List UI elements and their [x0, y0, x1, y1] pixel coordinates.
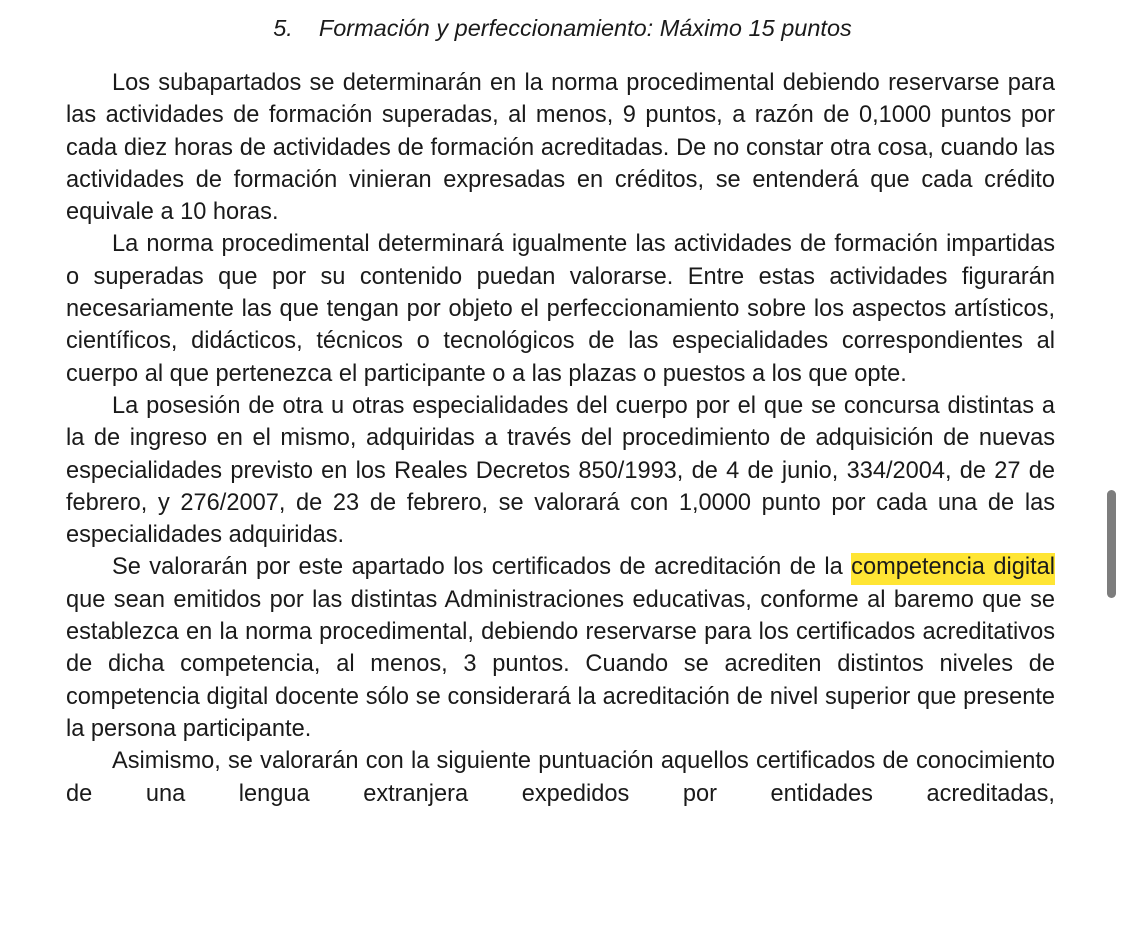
- paragraph-2: La norma procedimental determinará igualmente las actividades de formación impartidas o superadas que por su contenido puedan valorarse. Entre estas actividades figurarán necesariamente las que tengan por objeto el perfeccionamiento sobre los aspectos artísticos, científicos, didácticos, técnicos o tecnológicos de las especialidades correspondientes al cuerpo al que pertenezca el participante o a las plazas o puestos a los que opte.: [66, 231, 1055, 387]
- section-title: Formación y perfeccionamiento: Máximo 15 puntos: [318, 15, 852, 41]
- scrollbar-thumb[interactable]: [1107, 490, 1116, 598]
- paragraph-5: Asimismo, se valorarán con la siguiente puntuación aquellos certificados de conocimiento de una lengua extranjera expedidos por entidades acreditadas,: [66, 748, 1055, 807]
- section-number: 5.: [273, 15, 293, 41]
- section-heading: [0, 12, 1125, 44]
- highlighted-text[interactable]: competencia digital: [851, 553, 1055, 585]
- paragraph-4: [66, 551, 1055, 745]
- document-body: [66, 67, 1055, 810]
- paragraph-1: Los subapartados se determinarán en la norma procedimental debiendo reservarse para las actividades de formación superadas, al menos, 9 puntos, a razón de 0,1000 puntos por cada diez horas de actividades de formación acreditadas. De no constar otra cosa, cuando las actividades de formación vinieran expresadas en créditos, se entenderá que cada crédito equivale a 10 horas.: [66, 70, 1055, 226]
- paragraph-4-text-after: que sean emitidos por las distintas Administraciones educativas, conforme al baremo que se establezca en la norma procedimental, debiendo reservarse para los certificados acreditativos de dicha competencia, al menos, 3 puntos. Cuando se acrediten distintos niveles de competencia digital docente sólo se considerará la acreditación de nivel superior que presente la persona participante.: [66, 586, 1055, 742]
- paragraph-4-text-before: Se valorarán por este apartado los certificados de acreditación de la: [112, 554, 852, 581]
- paragraph-3: La posesión de otra u otras especialidades del cuerpo por el que se concursa distintas a la de ingreso en el mismo, adquiridas a través del procedimiento de adquisición de nuevas especialidades previsto en los Reales Decretos 850/1993, de 4 de junio, 334/2004, de 27 de febrero, y 276/2007, de 23 de febrero, se valorará con 1,0000 punto por cada una de las especialidades adquiridas.: [66, 392, 1055, 549]
